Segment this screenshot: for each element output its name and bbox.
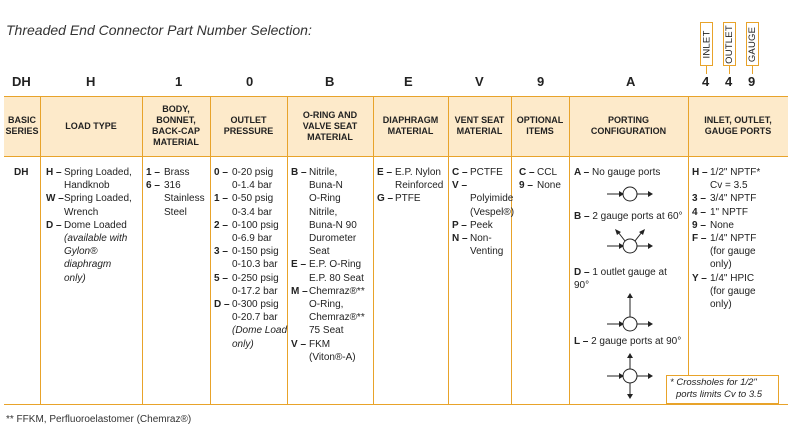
code-vent-seat: V [475,74,484,89]
crosshole-note: * Crossholes for 1/2" ports limits Cv to 3.5 [666,375,779,404]
option-code: F – [692,233,707,245]
option-description: Spring Loaded, [64,193,132,205]
list-item [46,232,140,245]
option-description: Nitrile, [309,167,338,178]
list-item [692,192,787,205]
porting-option-b: B – 2 gauge ports at 60° [574,211,683,222]
option-description: 0-3.4 bar [232,206,273,218]
option-description: diaphragm [64,259,112,271]
option-description: Nitrile, [309,206,338,218]
list-item [452,192,514,205]
option-code [692,258,710,271]
code-load-type: H [86,74,96,89]
list-item [214,324,286,337]
option-description: (Dome Load [232,325,288,337]
option-description: Dome Loaded [64,219,127,231]
list-item [291,324,373,337]
list-item [692,166,787,179]
option-description: (for gauge [710,285,756,297]
porting-option-d: D – 1 outlet gauge at 90° [574,267,667,291]
option-code: 1 – [146,167,160,178]
option-code: H – [46,167,62,178]
option-code [291,351,309,364]
option-code [146,206,164,219]
header-porting-configuration: PORTING CONFIGURATION [590,115,667,136]
option-description: 0-300 psig [232,299,279,311]
option-description: Chemraz®** [309,285,365,297]
option-code [291,179,309,192]
list-item [214,192,286,205]
option-description: O-Ring [309,193,341,205]
header-vent-seat-material: VENT SEAT MATERIAL [454,115,505,136]
code-outlet-pressure: 0 [246,74,254,89]
option-code [291,245,309,258]
list-item [214,245,286,258]
code-gauge: 9 [748,74,756,89]
list-item [692,179,787,192]
list-item [46,192,140,205]
option-description: Venting [470,246,504,258]
option-code: C – [452,167,468,178]
inlet-label-box [700,22,713,66]
option-description: Steel [164,206,187,218]
list-item [146,166,208,179]
option-code: V – [291,338,307,350]
list-item [46,258,140,271]
list-item [291,258,373,271]
list-item [214,179,286,192]
option-description: 1/2" NPTF* [710,167,761,178]
list-item [452,232,510,245]
porting-option-a: A – No gauge ports [574,167,661,178]
list-item [291,298,373,311]
option-code: M – [291,285,308,297]
option-description: 0-250 psig [232,272,279,284]
gauge-ports-list [692,166,787,311]
option-code [46,232,64,245]
porting-option-l: L – 2 gauge ports at 90° [574,336,682,347]
code-optional: 9 [537,74,545,89]
header-basic-series: BASIC SERIES [5,115,39,136]
option-description: Peek [470,219,493,231]
basic-series-value: DH [14,167,29,178]
list-item [291,166,373,179]
header-load-type: LOAD TYPE [65,120,117,131]
list-item [692,285,787,298]
list-item [377,179,447,192]
list-item [291,192,373,205]
option-description: only) [710,259,732,271]
option-description: 3/4" NPTF [710,193,757,205]
diaphragm-material-list [377,166,447,206]
list-item [214,232,286,245]
body-material-list [146,166,208,219]
option-description: 0-100 psig [232,219,279,231]
list-item [452,179,510,192]
inlet-connector-line [706,66,707,74]
optional-items-list [519,166,569,192]
gauge-label: GAUGE [747,26,758,62]
option-description: None [537,180,561,192]
option-code [692,245,710,258]
list-item [692,258,787,271]
option-code [214,338,232,351]
list-item [46,179,140,192]
option-description: only) [64,272,86,284]
list-item [519,179,569,192]
option-code: 9 – [519,180,533,192]
option-description: 0-10.3 bar [232,259,278,271]
option-code [452,192,470,205]
option-code [46,206,64,219]
option-description: Polyimide [470,193,514,205]
list-item [214,298,286,311]
option-code: E – [377,167,393,178]
oring-material-list [291,166,373,364]
option-code [214,311,232,324]
list-item [377,166,447,179]
option-description: (for gauge [710,246,756,258]
list-item [46,166,140,179]
option-code: N – [452,233,468,245]
outlet-label-box [723,22,736,66]
list-item [452,219,510,232]
option-code: C – [519,167,535,178]
gauge-connector-line [752,66,753,74]
option-description: 0-17.2 bar [232,285,278,297]
header-gauge-ports: INLET, OUTLET, GAUGE PORTS [704,115,772,136]
option-code [291,298,309,311]
part-code-row [0,74,793,94]
option-description: None [710,219,734,231]
option-code [291,219,309,232]
list-item [377,192,447,205]
option-description: Cv = 3.5 [710,180,748,192]
option-description: 0-20.7 bar [232,312,278,324]
header-outlet-pressure: OUTLET PRESSURE [223,115,274,136]
list-item [692,272,787,285]
gauge-label-box [746,22,759,66]
option-description: PTFE [395,193,421,205]
header-body-material: BODY, BONNET, BACK-CAP MATERIAL [152,104,200,147]
list-item [291,232,373,245]
list-item [291,272,373,285]
option-description: Wrench [64,206,99,218]
code-basic-series: DH [12,74,31,89]
two-gauge-ports-90-icon [605,352,655,400]
header-optional-items: OPTIONAL ITEMS [516,115,564,136]
option-description: Spring Loaded, [64,167,132,178]
list-item [519,166,569,179]
code-inlet: 4 [702,74,710,89]
option-description: 0-1.4 bar [232,180,273,192]
code-diaphragm: E [404,74,413,89]
option-code: 9 – [692,219,706,231]
option-code: W – [46,193,64,205]
option-description: Buna-N [309,180,343,192]
option-description: O-Ring, [309,299,344,311]
option-code [214,258,232,271]
option-code: Y – [692,272,707,284]
list-item [46,219,140,232]
option-code: 0 – [214,167,228,178]
list-item [146,192,208,205]
no-gauge-ports-icon [605,182,655,206]
list-item [452,245,510,258]
outlet-label: OUTLET [724,24,735,64]
option-description: 0-50 psig [232,193,274,205]
option-code [214,179,232,192]
list-item [452,206,515,219]
option-description: only) [232,338,254,350]
one-outlet-gauge-90-icon [605,292,655,340]
list-item [214,338,286,351]
option-description: E.P. 80 Seat [309,272,364,284]
option-code [377,179,395,192]
option-description: Chemraz®** [309,312,365,324]
option-description: (available with [64,233,128,245]
option-description: Buna-N 90 [309,219,357,231]
option-description: Handknob [64,180,110,192]
option-code [214,324,232,337]
list-item [291,285,373,298]
option-description: 0-150 psig [232,246,279,258]
option-code: D – [46,219,62,231]
option-code [214,232,232,245]
option-code: B – [291,167,307,178]
option-description: FKM [309,338,331,350]
option-code [291,206,309,219]
option-code: 4 – [692,206,706,218]
option-description: Seat [309,246,330,258]
header-diaphragm-material: DIAPHRAGM MATERIAL [382,115,439,136]
list-item [291,351,373,364]
list-item [291,245,373,258]
option-code [692,298,710,311]
option-code [291,311,309,324]
inlet-label: INLET [701,30,712,58]
option-description: (Viton®-A) [309,351,356,363]
list-item [692,206,787,219]
list-item [692,245,787,258]
option-description: Reinforced [395,180,444,192]
option-code: V – [452,180,468,192]
option-code [46,245,64,258]
list-item [692,232,787,245]
outlet-connector-line [729,66,730,74]
header-oring-material: O-RING AND VALVE SEAT MATERIAL [302,109,358,142]
option-description: 1" NPTF [710,206,748,218]
list-item [214,285,286,298]
option-code: 6 – [146,180,160,192]
option-code: P – [452,219,467,231]
option-code: 1 – [214,193,228,205]
list-item [146,206,208,219]
option-code [46,258,64,271]
code-porting: A [626,74,636,89]
option-code [46,179,64,192]
option-description: Brass [164,167,190,178]
table-header-rule [4,156,788,157]
option-description: 0-20 psig [232,167,274,178]
list-item [146,179,208,192]
option-description: 316 [164,180,181,192]
outlet-pressure-list [214,166,286,351]
list-item [291,206,373,219]
list-item [692,219,787,232]
code-outlet: 4 [725,74,733,89]
list-item [46,206,140,219]
list-item [692,298,787,311]
option-description: Gylon® [64,246,98,258]
option-description: 1/4" NPTF [710,233,757,245]
option-description: only) [710,299,732,311]
option-code: G – [377,193,394,205]
option-code: D – [214,299,230,311]
code-body: 1 [175,74,183,89]
list-item [291,311,373,324]
list-item [214,311,286,324]
list-item [46,245,140,258]
option-description: Stainless [164,193,205,205]
list-item [291,179,373,192]
list-item [452,166,510,179]
option-code [214,206,232,219]
option-description: CCL [537,167,558,178]
option-description: 75 Seat [309,325,344,337]
option-code: 2 – [214,219,228,231]
option-code [452,206,470,219]
option-code: 3 – [692,193,706,205]
footnote: ** FFKM, Perfluoroelastomer (Chemraz®) [6,414,192,425]
section-title: Threaded End Connector Part Number Selection: [6,22,312,38]
option-description: 1/4" HPIC [710,272,755,284]
option-code [692,285,710,298]
option-code [692,179,710,192]
list-item [214,272,286,285]
code-oring: B [325,74,335,89]
list-item [291,338,373,351]
option-code: E – [291,259,307,271]
option-code: 5 – [214,272,228,284]
option-description: Non- [470,233,492,245]
option-description: PCTFE [470,167,503,178]
load-type-list [46,166,140,285]
option-description: Durometer [309,233,357,245]
option-code [452,245,470,258]
list-item [46,272,140,285]
two-gauge-ports-60-icon [605,226,655,262]
option-description: 0-6.9 bar [232,233,273,245]
option-code [291,192,309,205]
list-item [214,258,286,271]
option-code: H – [692,167,708,178]
list-item [291,219,373,232]
option-code [146,192,164,205]
option-description: E.P. Nylon [395,167,441,178]
option-description: (Vespel®) [470,206,515,218]
option-code [291,324,309,337]
option-code [46,272,64,285]
list-item [214,166,286,179]
list-item [214,206,286,219]
option-code [291,232,309,245]
option-code [214,285,232,298]
option-code: 3 – [214,246,228,258]
option-code [291,272,309,285]
list-item [214,219,286,232]
table-bottom-rule [4,404,788,405]
option-description: E.P. O-Ring [309,259,362,271]
vent-seat-material-list [452,166,515,258]
